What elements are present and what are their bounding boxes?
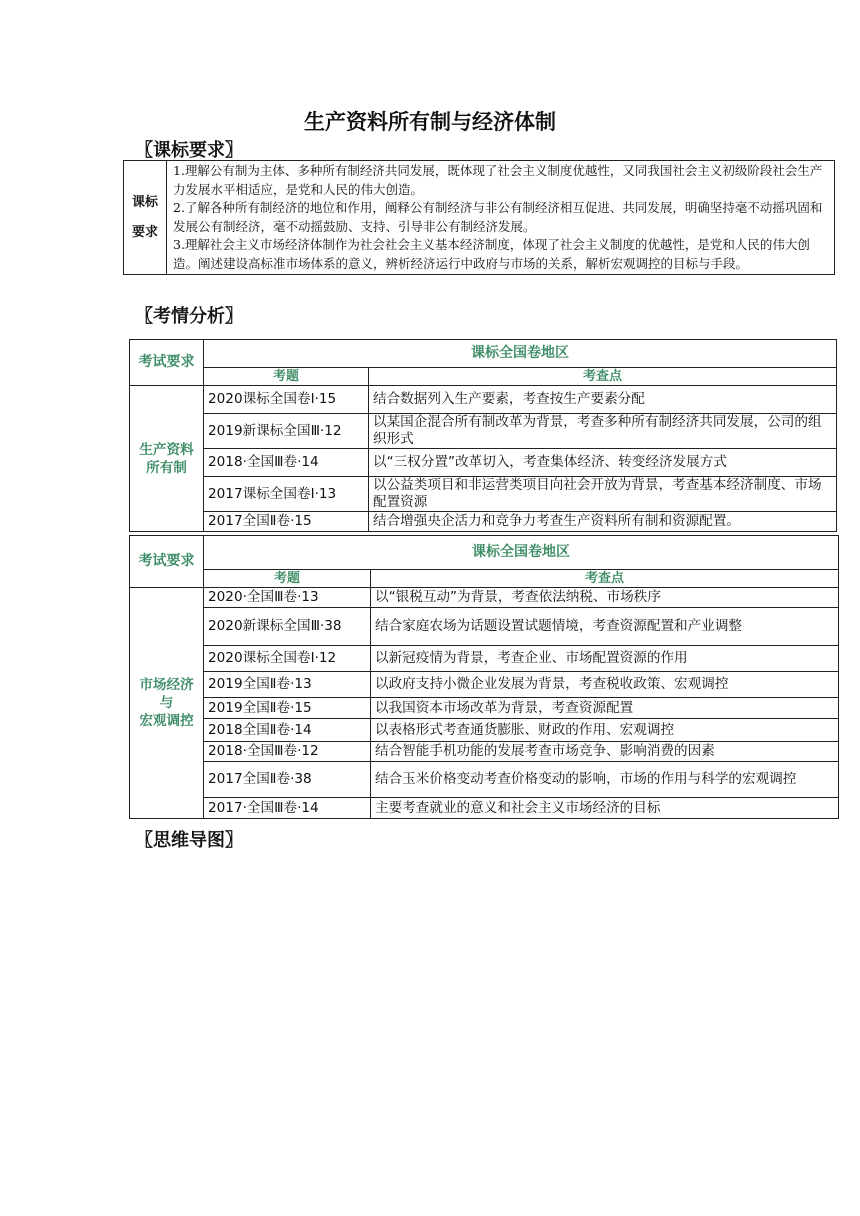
section-heading-mindmap: 〖思维导图〗 [135, 830, 243, 851]
requirement-item: 3.理解社会主义市场经济体制作为社会社会主义基本经济制度，体现了社会主义制度的优越性，是党和人民的伟大创造。阐述建设高标准市场体系的意义，辨析经济运行中政府与市场的关系，解析宏观调控的目标与手段。 [173, 237, 810, 271]
question-cell: 2019全国Ⅱ卷·13 [204, 672, 371, 698]
analysis-table-market [129, 535, 839, 819]
category-label: 市场经济 与 宏观调控 [130, 588, 204, 819]
point-cell: 结合增强央企活力和竞争力考查生产资料所有制和资源配置。 [369, 512, 837, 532]
requirements-label-line1: 课标 [131, 194, 158, 210]
requirements-table [123, 160, 835, 275]
analysis-table-ownership [129, 339, 837, 532]
point-cell: 结合家庭农场为话题设置试题情境，考查资源配置和产业调整 [371, 608, 839, 646]
requirements-label [124, 161, 167, 275]
question-cell: 2017·全国Ⅲ卷·14 [204, 798, 371, 819]
requirement-item: 1.理解公有制为主体、多种所有制经济共同发展，既体现了社会主义制度优越性，又同我国社会主义初级阶段社会生产力发展水平相适应，是党和人民的伟大创造。 [173, 163, 823, 197]
point-cell: 以“三权分置”改革切入，考查集体经济、转变经济发展方式 [369, 449, 837, 477]
exam-requirement-header: 考试要求 [130, 340, 204, 386]
section-heading-analysis: 〖考情分析〗 [135, 306, 243, 327]
point-cell: 以表格形式考查通货膨胀、财政的作用、宏观调控 [371, 719, 839, 742]
question-cell: 2020课标全国卷Ⅰ·12 [204, 646, 371, 672]
point-cell: 主要考查就业的意义和社会主义市场经济的目标 [371, 798, 839, 819]
point-cell: 结合智能手机功能的发展考查市场竞争、影响消费的因素 [371, 742, 839, 762]
point-cell: 以新冠疫情为背景，考查企业、市场配置资源的作用 [371, 646, 839, 672]
point-cell: 结合玉米价格变动考查价格变动的影响，市场的作用与科学的宏观调控 [371, 762, 839, 798]
question-cell: 2017全国Ⅱ卷·38 [204, 762, 371, 798]
question-cell: 2017全国Ⅱ卷·15 [204, 512, 369, 532]
exam-requirement-header: 考试要求 [130, 536, 204, 588]
column-header-point: 考查点 [369, 368, 837, 386]
point-cell: 以公益类项目和非运营类项目向社会开放为背景，考查基本经济制度、市场配置资源 [369, 477, 837, 512]
page-title: 生产资料所有制与经济体制 [304, 110, 556, 134]
point-cell: 以某国企混合所有制改革为背景，考查多种所有制经济共同发展，公司的组织形式 [369, 414, 837, 449]
point-cell: 以政府支持小微企业发展为背景，考查税收政策、宏观调控 [371, 672, 839, 698]
point-cell: 以“银税互动”为背景，考查依法纳税、市场秩序 [371, 588, 839, 608]
question-cell: 2018全国Ⅱ卷·14 [204, 719, 371, 742]
question-cell: 2020课标全国卷Ⅰ·15 [204, 386, 369, 414]
category-label: 生产资料 所有制 [130, 386, 204, 532]
point-cell: 以我国资本市场改革为背景，考查资源配置 [371, 698, 839, 719]
question-cell: 2018·全国Ⅲ卷·14 [204, 449, 369, 477]
column-header-question: 考题 [204, 368, 369, 386]
question-cell: 2019全国Ⅱ卷·15 [204, 698, 371, 719]
question-cell: 2020·全国Ⅲ卷·13 [204, 588, 371, 608]
column-header-question: 考题 [204, 570, 371, 588]
question-cell: 2018·全国Ⅲ卷·12 [204, 742, 371, 762]
question-cell: 2017课标全国卷Ⅰ·13 [204, 477, 369, 512]
column-header-point: 考查点 [371, 570, 839, 588]
requirements-label-line2: 要求 [131, 224, 158, 240]
region-header: 课标全国卷地区 [204, 536, 839, 570]
requirements-body [167, 161, 835, 275]
question-cell: 2020新课标全国Ⅲ·38 [204, 608, 371, 646]
question-cell: 2019新课标全国Ⅲ·12 [204, 414, 369, 449]
region-header: 课标全国卷地区 [204, 340, 837, 368]
section-heading-standards: 〖课标要求〗 [135, 140, 243, 161]
requirement-item: 2.了解各种所有制经济的地位和作用，阐释公有制经济与非公有制经济相互促进、共同发展，明确坚持毫不动摇巩固和发展公有制经济，毫不动摇鼓励、支持、引导非公有制经济发展。 [173, 200, 823, 234]
point-cell: 结合数据列入生产要素，考查按生产要素分配 [369, 386, 837, 414]
